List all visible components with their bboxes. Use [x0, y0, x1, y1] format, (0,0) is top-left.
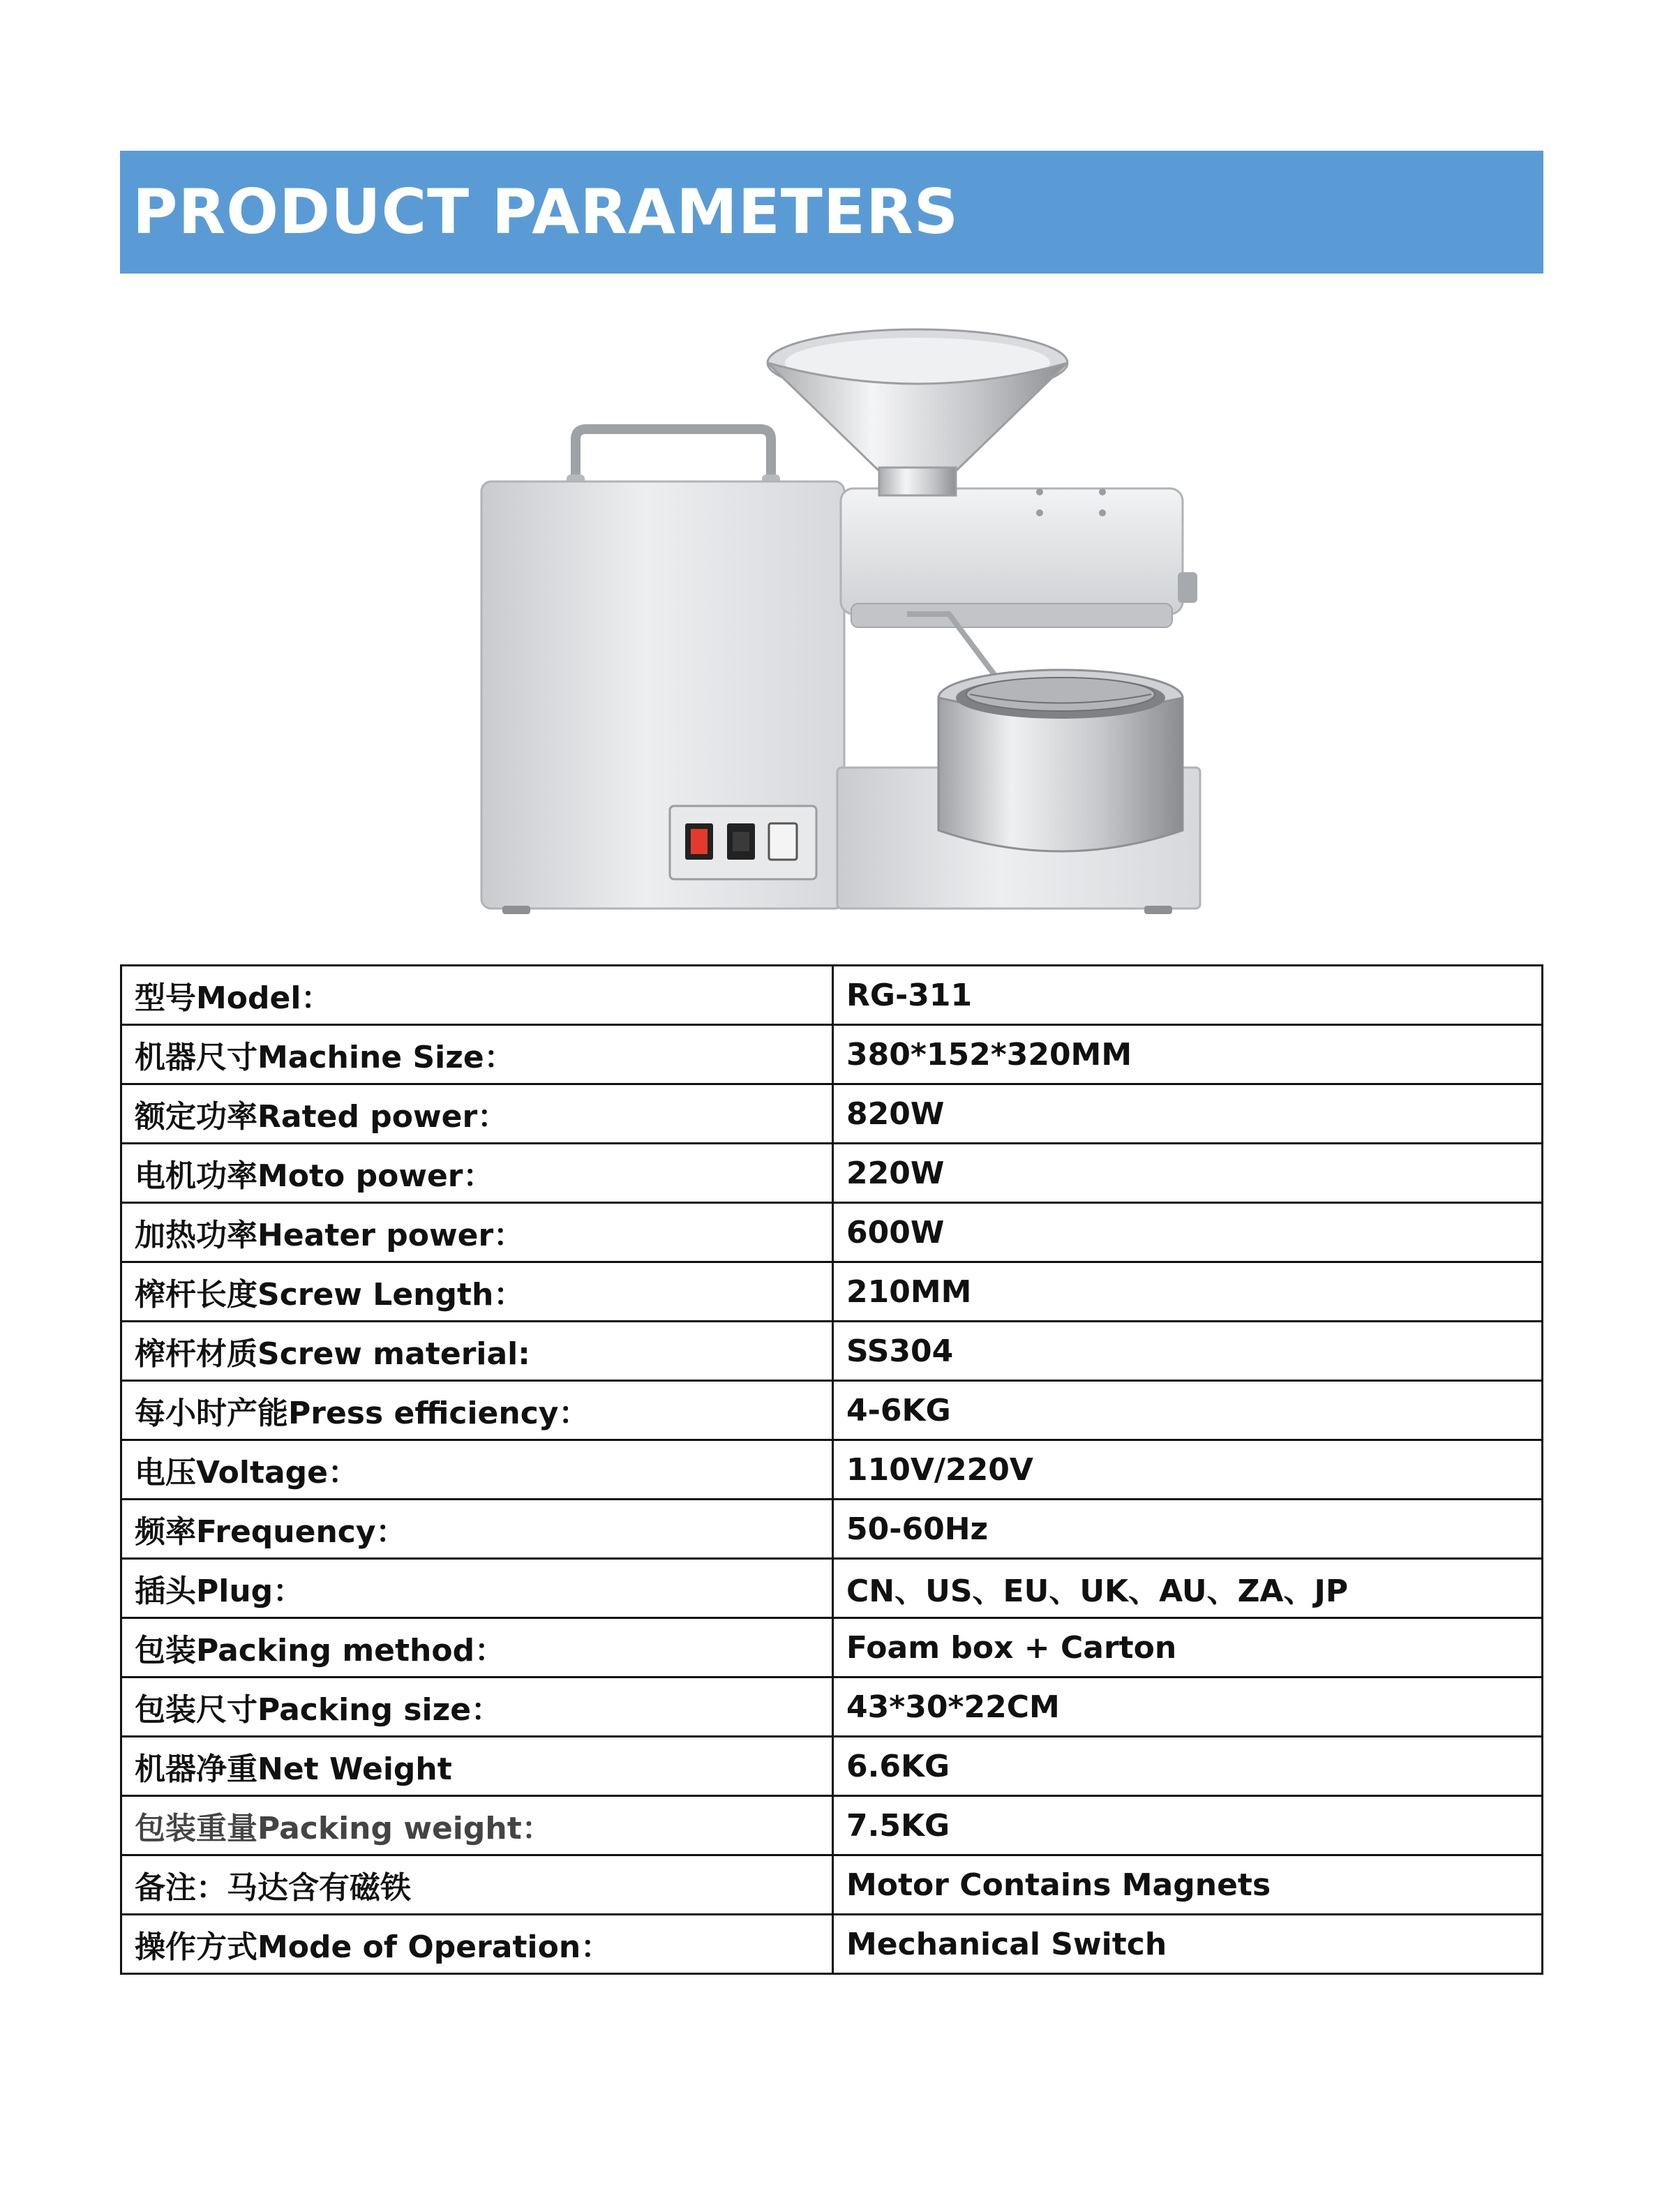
- param-label: 榨杆长度Screw Length：: [121, 1262, 833, 1322]
- mode-switch-icon: [733, 832, 749, 851]
- oil-collection-pot: [938, 670, 1183, 851]
- table-row: [121, 1737, 1543, 1796]
- table-row: [121, 1440, 1543, 1500]
- table-row: [121, 1796, 1543, 1855]
- param-value: 220W: [833, 1144, 1543, 1203]
- param-label: 型号Model：: [121, 966, 833, 1025]
- table-row: [121, 966, 1543, 1025]
- param-label: 额定功率Rated power：: [121, 1084, 833, 1144]
- param-value: 6.6KG: [833, 1737, 1543, 1796]
- param-value: Motor Contains Magnets: [833, 1855, 1543, 1915]
- table-row: [121, 1559, 1543, 1618]
- param-label: 每小时产能Press efficiency：: [121, 1381, 833, 1440]
- product-parameters-table: [120, 964, 1543, 1975]
- switch-panel: [670, 806, 816, 879]
- table-row: [121, 1381, 1543, 1440]
- param-value: 50-60Hz: [833, 1500, 1543, 1559]
- table-row: [121, 1262, 1543, 1322]
- table-row: [121, 1500, 1543, 1559]
- param-label: 操作方式Mode of Operation：: [121, 1915, 833, 1974]
- param-value: RG-311: [833, 966, 1543, 1025]
- param-value: 110V/220V: [833, 1440, 1543, 1500]
- param-value: 820W: [833, 1084, 1543, 1144]
- param-value: SS304: [833, 1322, 1543, 1381]
- param-label: 包装Packing method：: [121, 1618, 833, 1677]
- table-row: [121, 1025, 1543, 1084]
- table-row: [121, 1915, 1543, 1974]
- param-label: 电机功率Moto power：: [121, 1144, 833, 1203]
- table-row: [121, 1618, 1543, 1677]
- header-band: [120, 151, 1543, 274]
- param-label: 机器尺寸Machine Size：: [121, 1025, 833, 1084]
- param-value: 43*30*22CM: [833, 1677, 1543, 1737]
- param-label: 加热功率Heater power：: [121, 1203, 833, 1262]
- param-value: 210MM: [833, 1262, 1543, 1322]
- param-value: 600W: [833, 1203, 1543, 1262]
- table-row: [121, 1322, 1543, 1381]
- param-label: 电压Voltage：: [121, 1440, 833, 1500]
- table-row: [121, 1203, 1543, 1262]
- page-title: PRODUCT PARAMETERS: [133, 176, 959, 248]
- param-label: 备注：马达含有磁铁: [121, 1855, 833, 1915]
- param-label: 插头Plug：: [121, 1559, 833, 1618]
- param-label: 包装重量Packing weight：: [121, 1796, 833, 1855]
- param-value: Mechanical Switch: [833, 1915, 1543, 1974]
- table-row: [121, 1084, 1543, 1144]
- param-value: Foam box + Carton: [833, 1618, 1543, 1677]
- press-head: [841, 488, 1183, 614]
- table-row: [121, 1144, 1543, 1203]
- table-row: [121, 1677, 1543, 1737]
- power-switch-icon: [691, 829, 708, 854]
- param-label: 榨杆材质Screw material:: [121, 1322, 833, 1381]
- param-value: 7.5KG: [833, 1796, 1543, 1855]
- indicator-icon: [769, 823, 797, 860]
- oil-press-machine-image: [461, 321, 1214, 921]
- feed-funnel: [768, 329, 1068, 495]
- param-label: 机器净重Net Weight: [121, 1737, 833, 1796]
- table-row: [121, 1855, 1543, 1915]
- param-value: 380*152*320MM: [833, 1025, 1543, 1084]
- param-value: 4-6KG: [833, 1381, 1543, 1440]
- param-label: 包装尺寸Packing size：: [121, 1677, 833, 1737]
- param-label: 频率Frequency：: [121, 1500, 833, 1559]
- param-value: CN、US、EU、UK、AU、ZA、JP: [833, 1559, 1543, 1618]
